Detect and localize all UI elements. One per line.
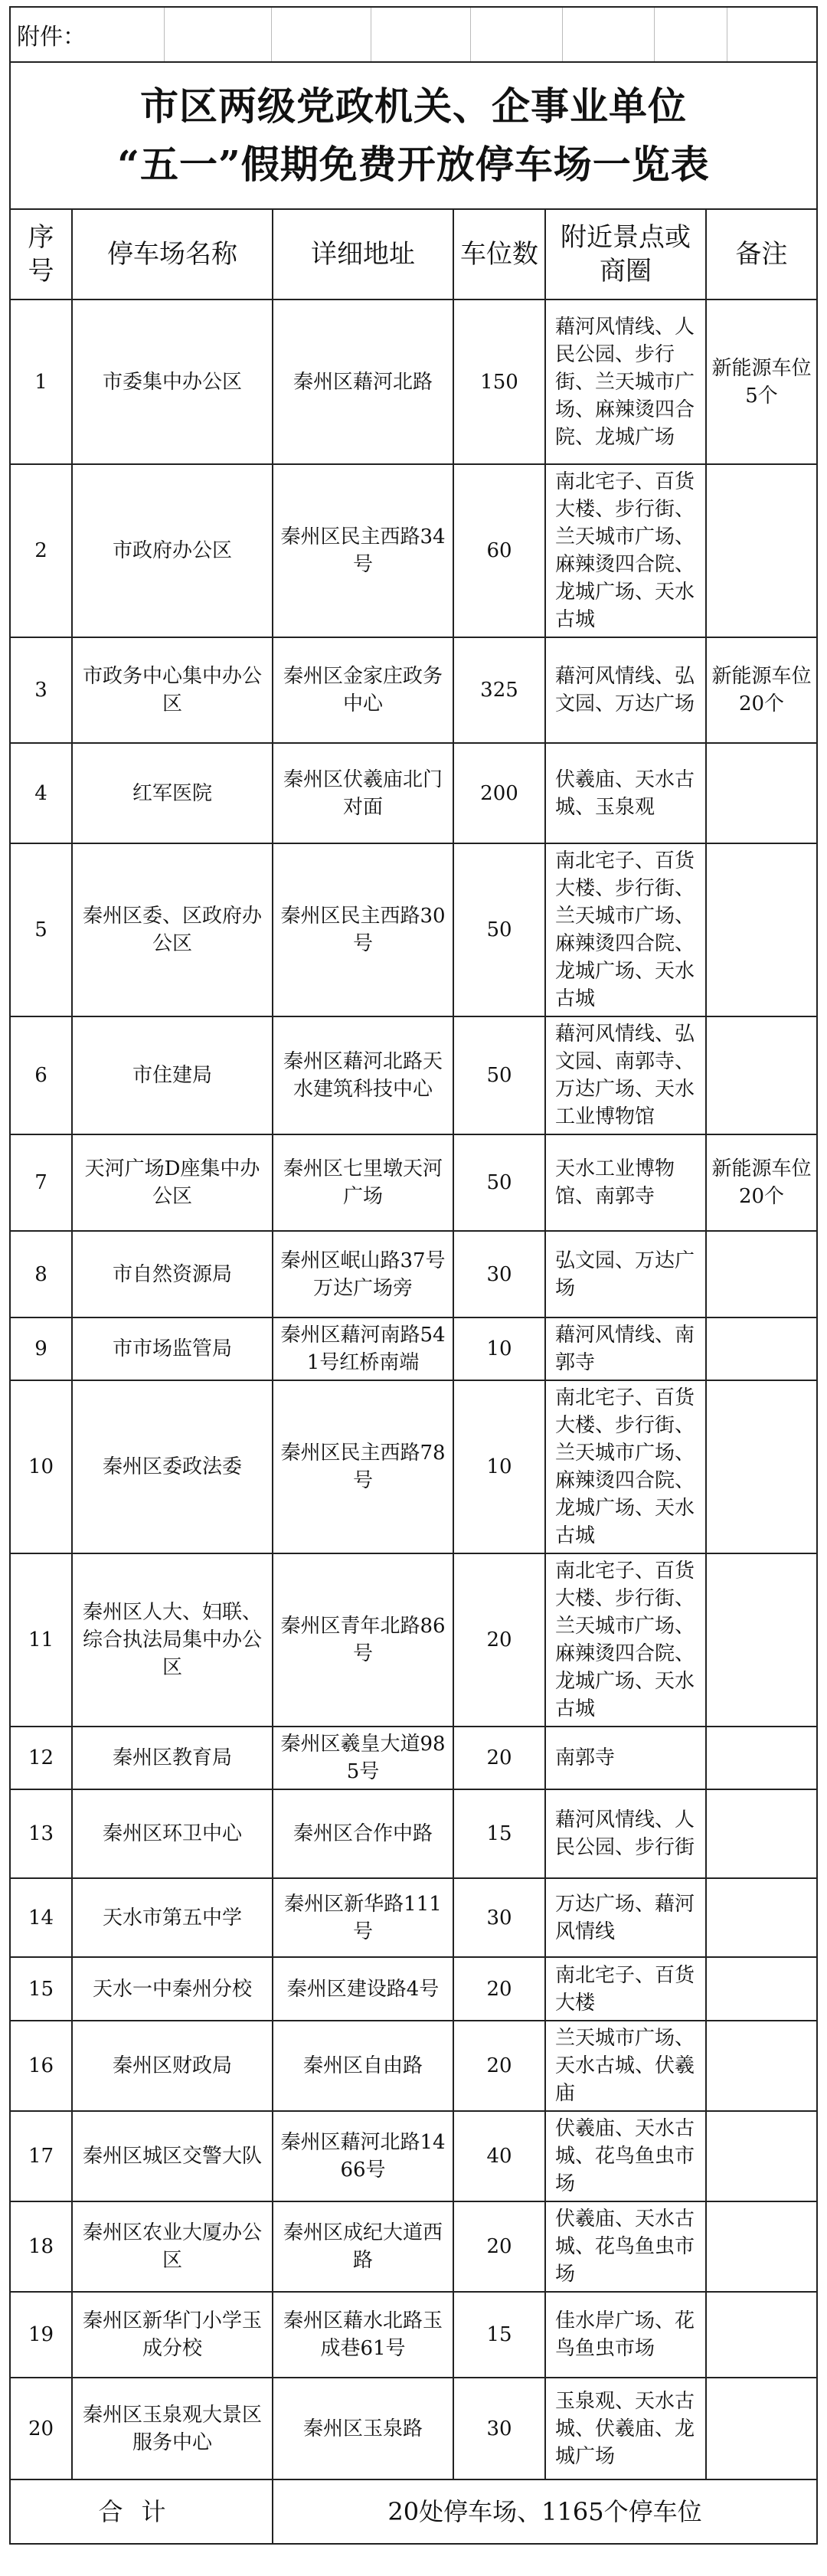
total-label: 合计 <box>11 2479 273 2543</box>
cell-address: 秦州区藉水北路玉成巷61号 <box>273 2292 453 2378</box>
document-title <box>11 63 816 210</box>
cell-spaces: 30 <box>453 1878 545 1957</box>
cell-note: 新能源车位5个 <box>706 299 816 464</box>
header-spaces: 车位数 <box>453 210 545 299</box>
cell-no: 20 <box>11 2378 72 2479</box>
cell-note <box>706 1878 816 1957</box>
table-row <box>11 1380 816 1553</box>
parking-table <box>11 210 816 2543</box>
cell-note <box>706 1553 816 1727</box>
cell-name: 秦州区城区交警大队 <box>72 2111 273 2201</box>
table-row <box>11 1317 816 1380</box>
cell-spaces: 40 <box>453 2111 545 2201</box>
cell-address: 秦州区自由路 <box>273 2021 453 2111</box>
table-row <box>11 1789 816 1878</box>
cell-sights: 南北宅子、百货大楼、步行街、兰天城市广场、麻辣烫四合院、龙城广场、天水古城 <box>545 1380 706 1553</box>
cell-spaces: 325 <box>453 637 545 743</box>
header-note: 备注 <box>706 210 816 299</box>
cell-sights: 伏羲庙、天水古城、花鸟鱼虫市场 <box>545 2201 706 2292</box>
table-row <box>11 1727 816 1789</box>
cell-address: 秦州区岷山路37号万达广场旁 <box>273 1231 453 1317</box>
cell-name: 秦州区教育局 <box>72 1727 273 1789</box>
cell-note <box>706 2111 816 2201</box>
cell-note <box>706 1957 816 2021</box>
cell-no: 4 <box>11 743 72 843</box>
cell-sights: 南郭寺 <box>545 1727 706 1789</box>
cell-name: 秦州区农业大厦办公区 <box>72 2201 273 2292</box>
cell-name: 市政务中心集中办公区 <box>72 637 273 743</box>
cell-address: 秦州区建设路4号 <box>273 1957 453 2021</box>
cell-address: 秦州区玉泉路 <box>273 2378 453 2479</box>
cell-sights: 兰天城市广场、天水古城、伏羲庙 <box>545 2021 706 2111</box>
cell-name: 秦州区财政局 <box>72 2021 273 2111</box>
cell-sights: 伏羲庙、天水古城、花鸟鱼虫市场 <box>545 2111 706 2201</box>
cell-sights: 藉河风情线、弘文园、南郭寺、万达广场、天水工业博物馆 <box>545 1016 706 1134</box>
cell-spaces: 30 <box>453 2378 545 2479</box>
cell-no: 5 <box>11 843 72 1016</box>
attachment-gridlines <box>11 8 816 61</box>
cell-spaces: 20 <box>453 2201 545 2292</box>
header-address: 详细地址 <box>273 210 453 299</box>
cell-name: 天水市第五中学 <box>72 1878 273 1957</box>
cell-spaces: 20 <box>453 1957 545 2021</box>
cell-note: 新能源车位20个 <box>706 1134 816 1231</box>
cell-no: 2 <box>11 464 72 637</box>
cell-name: 秦州区新华门小学玉成分校 <box>72 2292 273 2378</box>
cell-spaces: 20 <box>453 1727 545 1789</box>
cell-name: 秦州区委政法委 <box>72 1380 273 1553</box>
cell-sights: 藉河风情线、弘文园、万达广场 <box>545 637 706 743</box>
table-header-row <box>11 210 816 299</box>
table-row <box>11 299 816 464</box>
cell-address: 秦州区藉河北路 <box>273 299 453 464</box>
cell-note <box>706 464 816 637</box>
cell-name: 市政府办公区 <box>72 464 273 637</box>
cell-no: 3 <box>11 637 72 743</box>
cell-name: 市市场监管局 <box>72 1317 273 1380</box>
header-name: 停车场名称 <box>72 210 273 299</box>
table-row <box>11 1016 816 1134</box>
table-row <box>11 2292 816 2378</box>
table-row <box>11 1957 816 2021</box>
cell-name: 秦州区委、区政府办公区 <box>72 843 273 1016</box>
cell-no: 11 <box>11 1553 72 1727</box>
cell-address: 秦州区新华路111号 <box>273 1878 453 1957</box>
cell-note <box>706 2201 816 2292</box>
title-line-2: “五一”假期免费开放停车场一览表 <box>117 142 710 187</box>
header-sights: 附近景点或商圈 <box>545 210 706 299</box>
total-row <box>11 2479 816 2543</box>
cell-note <box>706 2378 816 2479</box>
cell-spaces: 10 <box>453 1380 545 1553</box>
cell-no: 6 <box>11 1016 72 1134</box>
cell-note <box>706 2292 816 2378</box>
cell-spaces: 50 <box>453 843 545 1016</box>
cell-sights: 天水工业博物馆、南郭寺 <box>545 1134 706 1231</box>
cell-note <box>706 1727 816 1789</box>
cell-no: 14 <box>11 1878 72 1957</box>
table-row <box>11 2111 816 2201</box>
cell-address: 秦州区藉河北路天水建筑科技中心 <box>273 1016 453 1134</box>
cell-spaces: 30 <box>453 1231 545 1317</box>
cell-spaces: 150 <box>453 299 545 464</box>
cell-name: 天河广场D座集中办公区 <box>72 1134 273 1231</box>
cell-note <box>706 1380 816 1553</box>
cell-no: 17 <box>11 2111 72 2201</box>
cell-note <box>706 1231 816 1317</box>
cell-name: 市自然资源局 <box>72 1231 273 1317</box>
cell-no: 10 <box>11 1380 72 1553</box>
table-row <box>11 1878 816 1957</box>
cell-address: 秦州区藉河北路1466号 <box>273 2111 453 2201</box>
header-no: 序号 <box>11 210 72 299</box>
cell-spaces: 50 <box>453 1016 545 1134</box>
total-value: 20处停车场、1165个停车位 <box>273 2479 816 2543</box>
cell-address: 秦州区民主西路78号 <box>273 1380 453 1553</box>
cell-sights: 南北宅子、百货大楼、步行街、兰天城市广场、麻辣烫四合院、龙城广场、天水古城 <box>545 1553 706 1727</box>
cell-address: 秦州区金家庄政务中心 <box>273 637 453 743</box>
cell-address: 秦州区成纪大道西路 <box>273 2201 453 2292</box>
cell-no: 12 <box>11 1727 72 1789</box>
table-row <box>11 464 816 637</box>
cell-sights: 伏羲庙、天水古城、玉泉观 <box>545 743 706 843</box>
cell-spaces: 200 <box>453 743 545 843</box>
cell-address: 秦州区藉河南路541号红桥南端 <box>273 1317 453 1380</box>
cell-spaces: 60 <box>453 464 545 637</box>
cell-note: 新能源车位20个 <box>706 637 816 743</box>
table-row <box>11 743 816 843</box>
cell-note <box>706 1016 816 1134</box>
table-row <box>11 2021 816 2111</box>
cell-no: 9 <box>11 1317 72 1380</box>
cell-sights: 玉泉观、天水古城、伏羲庙、龙城广场 <box>545 2378 706 2479</box>
cell-name: 市住建局 <box>72 1016 273 1134</box>
table-body <box>11 299 816 2543</box>
table-row <box>11 2378 816 2479</box>
cell-address: 秦州区民主西路30号 <box>273 843 453 1016</box>
cell-address: 秦州区青年北路86号 <box>273 1553 453 1727</box>
cell-name: 秦州区人大、妇联、综合执法局集中办公区 <box>72 1553 273 1727</box>
cell-sights: 南北宅子、百货大楼 <box>545 1957 706 2021</box>
cell-no: 16 <box>11 2021 72 2111</box>
cell-name: 秦州区环卫中心 <box>72 1789 273 1878</box>
cell-address: 秦州区合作中路 <box>273 1789 453 1878</box>
cell-note <box>706 1317 816 1380</box>
cell-no: 18 <box>11 2201 72 2292</box>
cell-no: 13 <box>11 1789 72 1878</box>
table-row <box>11 1134 816 1231</box>
cell-spaces: 20 <box>453 2021 545 2111</box>
table-row <box>11 2201 816 2292</box>
cell-name: 秦州区玉泉观大景区服务中心 <box>72 2378 273 2479</box>
table-row <box>11 1553 816 1727</box>
attachment-row <box>11 8 816 63</box>
attachment-label: 附件： <box>17 24 86 51</box>
cell-name: 天水一中秦州分校 <box>72 1957 273 2021</box>
cell-no: 8 <box>11 1231 72 1317</box>
cell-address: 秦州区羲皇大道985号 <box>273 1727 453 1789</box>
title-line-1: 市区两级党政机关、企事业单位 <box>140 83 687 129</box>
cell-note <box>706 743 816 843</box>
table-row <box>11 843 816 1016</box>
cell-spaces: 10 <box>453 1317 545 1380</box>
cell-spaces: 15 <box>453 2292 545 2378</box>
cell-note <box>706 1789 816 1878</box>
cell-no: 1 <box>11 299 72 464</box>
cell-note <box>706 843 816 1016</box>
cell-name: 市委集中办公区 <box>72 299 273 464</box>
cell-sights: 藉河风情线、人民公园、步行街 <box>545 1789 706 1878</box>
table-row <box>11 637 816 743</box>
cell-spaces: 15 <box>453 1789 545 1878</box>
cell-no: 7 <box>11 1134 72 1231</box>
cell-no: 15 <box>11 1957 72 2021</box>
cell-sights: 万达广场、藉河风情线 <box>545 1878 706 1957</box>
cell-address: 秦州区民主西路34号 <box>273 464 453 637</box>
cell-sights: 佳水岸广场、花鸟鱼虫市场 <box>545 2292 706 2378</box>
cell-name: 红军医院 <box>72 743 273 843</box>
cell-sights: 南北宅子、百货大楼、步行街、兰天城市广场、麻辣烫四合院、龙城广场、天水古城 <box>545 464 706 637</box>
cell-sights: 藉河风情线、人民公园、步行街、兰天城市广场、麻辣烫四合院、龙城广场 <box>545 299 706 464</box>
cell-sights: 藉河风情线、南郭寺 <box>545 1317 706 1380</box>
table-row <box>11 1231 816 1317</box>
cell-address: 秦州区七里墩天河广场 <box>273 1134 453 1231</box>
cell-note <box>706 2021 816 2111</box>
cell-sights: 弘文园、万达广场 <box>545 1231 706 1317</box>
cell-spaces: 20 <box>453 1553 545 1727</box>
document-sheet <box>9 6 818 2545</box>
cell-sights: 南北宅子、百货大楼、步行街、兰天城市广场、麻辣烫四合院、龙城广场、天水古城 <box>545 843 706 1016</box>
cell-spaces: 50 <box>453 1134 545 1231</box>
cell-no: 19 <box>11 2292 72 2378</box>
cell-address: 秦州区伏羲庙北门对面 <box>273 743 453 843</box>
